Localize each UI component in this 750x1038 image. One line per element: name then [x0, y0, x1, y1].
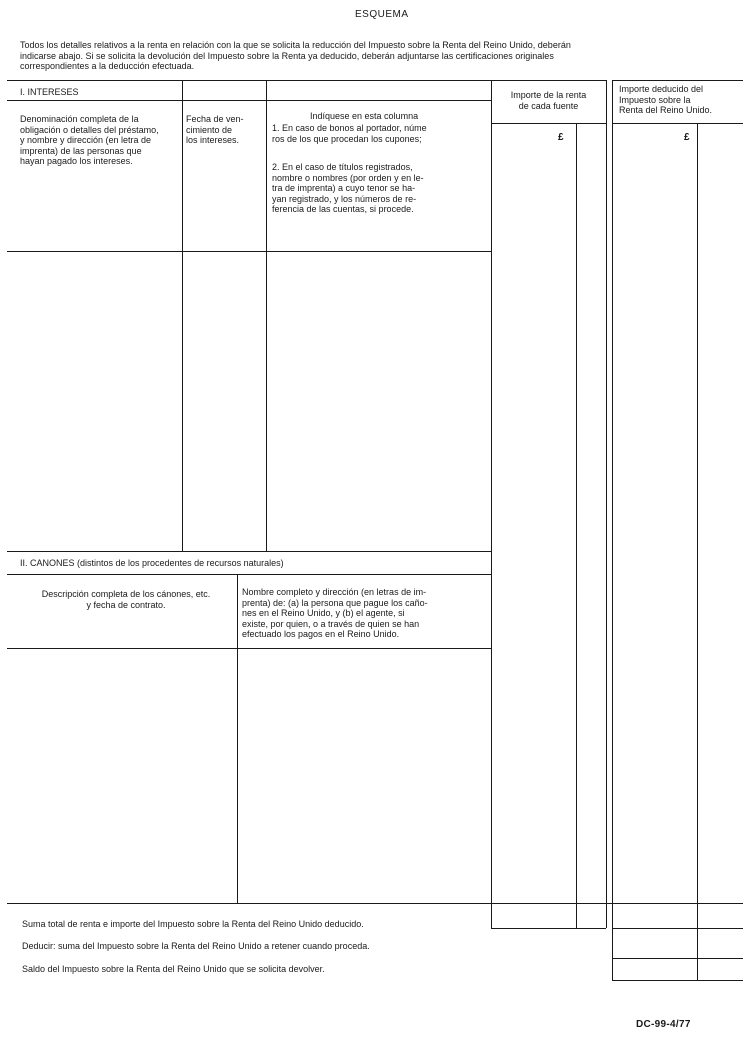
- renta-pence-divider: [576, 123, 577, 928]
- table-bottom-border: [7, 903, 743, 904]
- intereses-header-bottom: [7, 251, 491, 252]
- canones-header-bottom: [7, 648, 491, 649]
- form-number: DC-99-4/77: [636, 1019, 691, 1030]
- importe-deducido-header: Importe deducido del Impuesto sobre la Renta del Reino Unido.: [619, 84, 713, 115]
- intereses-heading: I. INTERESES: [20, 87, 79, 97]
- page-title: ESQUEMA: [355, 9, 409, 20]
- deducido-header-bottom: [612, 123, 743, 124]
- intereses-heading-divider: [7, 100, 491, 101]
- renta-header-bottom: [491, 123, 606, 124]
- deducir-box-bottom: [612, 958, 743, 959]
- saldo-label: Saldo del Impuesto sobre la Renta del Reino Unido que se solicita devolver.: [22, 964, 325, 974]
- deducido-header-top: [612, 80, 743, 81]
- table-top-border: [7, 80, 491, 81]
- intereses-col3-title: Indíquese en esta columna: [310, 111, 419, 121]
- canones-col2-header: Nombre completo y dirección (en letras de im- prenta) de: (a) la persona que pague los caño- nes en el Reino Unido, y (b) el agente, si existe, por quien, o a través de quien se han efectuado los pagos en el Reino Unido.: [242, 587, 428, 639]
- canones-heading-top: [7, 551, 491, 552]
- importe-renta-header: Importe de la renta de cada fuente: [510, 90, 587, 111]
- intereses-col1-header: Denominación completa de la obligación o detalles del préstamo, y nombre y dirección (en letra de imprenta) de las personas que hayan pagado los intereses.: [20, 114, 159, 166]
- intereses-col2-divider: [266, 80, 267, 551]
- renta-header-top: [491, 80, 606, 81]
- canones-col1-header: Descripción completa de los cánones, etc. y fecha de contrato.: [41, 589, 211, 610]
- suma-total-label: Suma total de renta e importe del Impuesto sobre la Renta del Reino Unido deducido.: [22, 919, 364, 929]
- deducido-pence-divider: [697, 123, 698, 980]
- intereses-col3-item2: 2. En el caso de títulos registrados, nombre o nombres (por orden y en le- tra de imprenta) a cuyo tenor se ha- yan registrado, y los números de re- ferencia de las cuentas, si procede.: [272, 162, 424, 214]
- deducir-label: Deducir: suma del Impuesto sobre la Renta del Reino Unido a retener cuando proceda.: [22, 941, 370, 951]
- suma-box-bottom-deducido: [612, 928, 743, 929]
- renta-col-right: [606, 80, 607, 928]
- intro-text: Todos los detalles relativos a la renta en relación con la que se solicita la reducción del Impuesto sobre la Renta del Reino Unido, deberán indicarse abajo. Si se solicita la devolución del Impuesto sobre la Renta ya deducido, deberán adjuntarse las certificaciones originales correspondientes a la deducción efectuada.: [20, 40, 571, 71]
- intereses-col1-divider: [182, 80, 183, 551]
- saldo-box-bottom: [612, 980, 743, 981]
- intereses-col2-header: Fecha de ven- cimiento de los intereses.: [186, 114, 244, 145]
- canones-heading-bottom: [7, 574, 491, 575]
- suma-box-bottom-renta: [491, 928, 606, 929]
- deducido-col-left: [612, 80, 613, 980]
- canones-heading: II. CANONES (distintos de los procedentes de recursos naturales): [20, 558, 284, 568]
- canones-col-divider: [237, 574, 238, 903]
- intereses-col3-item1: 1. En caso de bonos al portador, núme ros de los que procedan los cupones;: [272, 123, 427, 144]
- importe-deducido-currency: £: [684, 132, 690, 143]
- renta-col-left: [491, 80, 492, 928]
- importe-renta-currency: £: [558, 132, 564, 143]
